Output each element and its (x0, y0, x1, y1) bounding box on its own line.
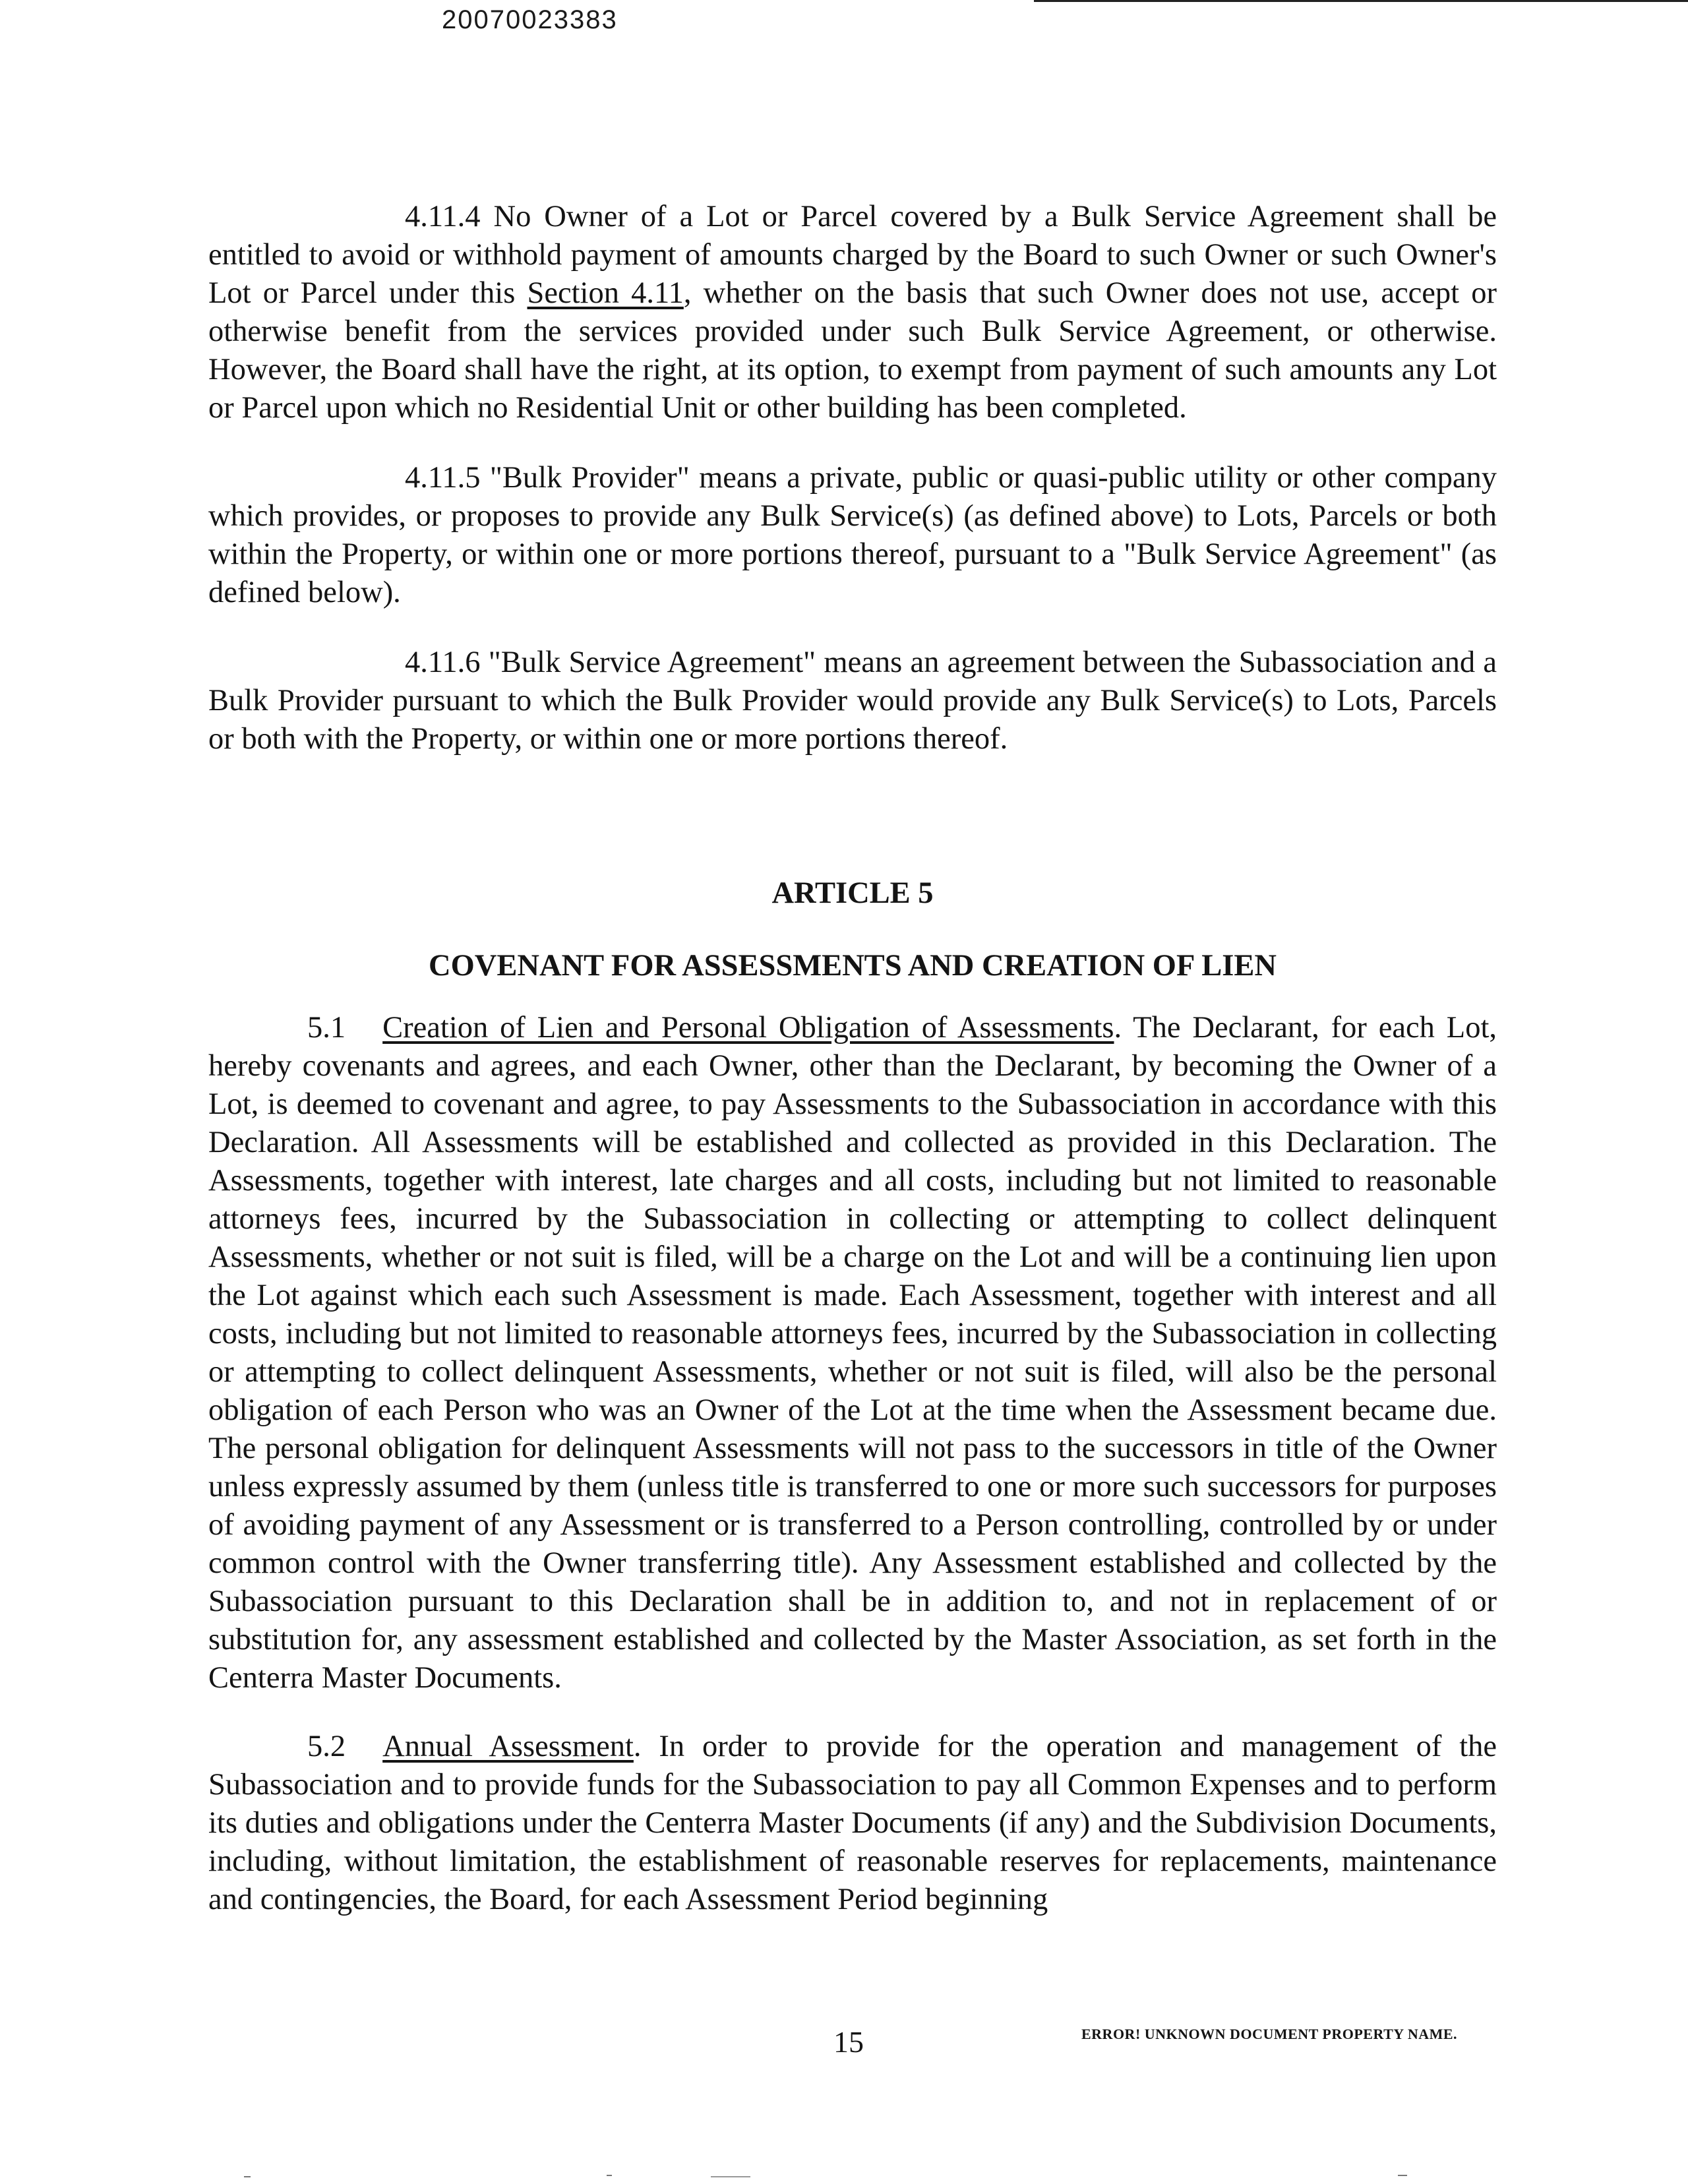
article-subtitle: COVENANT FOR ASSESSMENTS AND CREATION OF LIEN (429, 949, 1277, 983)
section-number: 4.11.6 (405, 646, 481, 679)
paragraph-5-2 (208, 1728, 1497, 1919)
section-number: 5.1 (307, 1011, 346, 1045)
scan-mark (244, 2176, 251, 2177)
scan-mark (607, 2175, 612, 2176)
section-reference: Section 4.11 (527, 276, 684, 310)
scan-mark (711, 2176, 750, 2177)
paragraph-5-1 (208, 1009, 1497, 1697)
page-content (208, 198, 1497, 1919)
paragraph-text: . The Declarant, for each Lot, hereby covenants and agrees, and each Owner, other than the Declarant, by becoming the Owner of a Lot, is deemed to covenant and agree, to pay Assessments to the Subassociation in accordance with this Declaration. All Assessments will be established and collected as provided in this Declaration. The Assessments, together with interest, late charges and all costs, including but not limited to reasonable attorneys fees, incurred by the Subassociation in collecting or attempting to collect delinquent Assessments, whether or not suit is filed, will be a charge on the Lot and will be a continuing lien upon the Lot against which each such Assessment is made. Each Assessment, together with interest and all costs, including but not limited to reasonable attorneys fees, incurred by the Subassociation in collecting or attempting to collect delinquent Assessments, whether or not suit is filed, will also be the personal obligation of each Person who was an Owner of the Lot at the time when the Assessment became due. The personal obligation for delinquent Assessments will not pass to the successors in title of the Owner unless expressly assumed by them (unless title is transferred to one or more such successors for purposes of avoiding payment of any Assessment or is transferred to a Person controlling, controlled by or under common control with the Owner transferring title). Any Assessment established and collected by the Subassociation pursuant to this Declaration shall be in addition to, and not in replacement of or substitution for, any assessment established and collected by the Master Association, as set forth in the Centerra Master Documents. (208, 1011, 1497, 1695)
section-heading: Annual Assessment (382, 1730, 634, 1763)
page-number: 15 (833, 2025, 864, 2059)
paragraph-4-11-6 (208, 644, 1497, 758)
paragraph-text: "Bulk Service Agreement" means an agreement between the Subassociation and a Bulk Provider pursuant to which the Bulk Provider would provide any Bulk Service(s) to Lots, Parcels or both with the Property, or within one or more portions thereof. (208, 646, 1497, 756)
article-title: ARTICLE 5 (771, 876, 934, 910)
section-heading: Creation of Lien and Personal Obligation of Assessments (382, 1011, 1114, 1045)
paragraph-text: , whether on the basis that such Owner does not use, accept or otherwise benefit from the services provided under such Bulk Service Agreement, or otherwise. However, the Board shall have the right, at its option, to exempt from payment of such amounts any Lot or Parcel upon which no Residential Unit or other building has been completed. (208, 276, 1497, 425)
paragraph-text: . In order to provide for the operation and management of the Subassociation and to provide funds for the Subassociation to pay all Common Expenses and to perform its duties and obligations under the Centerra Master Documents (if any) and the Subdivision Documents, including, without limitation, the establishment of reasonable reserves for replacements, maintenance and contingencies, the Board, for each Assessment Period beginning (208, 1730, 1497, 1916)
paragraph-text: "Bulk Provider" means a private, public or quasi-public utility or other company which provides, or proposes to provide any Bulk Service(s) (as defined above) to Lots, Parcels or both within the Property, or within one or more portions thereof, pursuant to a "Bulk Service Agreement" (as defined below). (208, 461, 1497, 609)
footer-note: ERROR! UNKNOWN DOCUMENT PROPERTY NAME. (1081, 2026, 1458, 2042)
document-number: 20070023383 (442, 5, 618, 34)
paragraph-4-11-5 (208, 459, 1497, 612)
paragraph-text: No Owner of a Lot or Parcel covered by a Bulk Service Agreement shall be entitled to avoid or withhold payment of amounts charged by the Board to such Owner or such Owner's Lot or Parcel under this (208, 200, 1497, 310)
section-number: 5.2 (307, 1730, 346, 1763)
scan-mark (1398, 2175, 1407, 2176)
header-rule (1034, 0, 1688, 2)
section-number: 4.11.4 (405, 200, 481, 233)
paragraph-4-11-4 (208, 198, 1497, 427)
section-number: 4.11.5 (405, 461, 481, 495)
